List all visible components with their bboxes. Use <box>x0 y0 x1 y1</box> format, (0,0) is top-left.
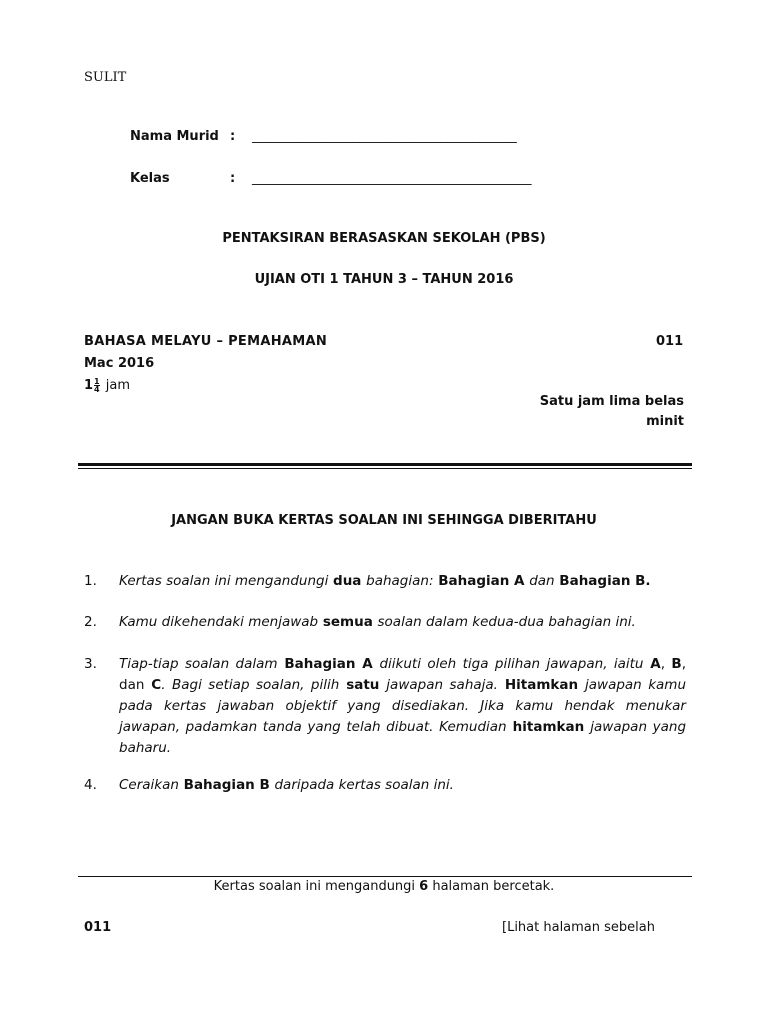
duration-in-words-line1: Satu jam lima belas <box>539 394 684 409</box>
page-count-note <box>0 879 768 894</box>
duration-fraction <box>94 378 100 393</box>
instruction-emphasis: dua <box>328 573 367 589</box>
student-name-label: Nama Murid <box>130 129 219 144</box>
exam-date: Mac 2016 <box>84 356 155 371</box>
instruction-emphasis: C <box>144 677 162 693</box>
instruction-emphasis: satu <box>339 677 387 693</box>
class-label: Kelas <box>130 171 170 186</box>
instruction-text: dan <box>529 573 555 589</box>
instruction-text: daripada kertas soalan ini. <box>274 777 454 793</box>
instruction-item-3 <box>84 654 686 759</box>
subject-title: BAHASA MELAYU – PEMAHAMAN <box>84 334 328 349</box>
instruction-text: diikuti oleh tiga pilihan jawapan, iaitu <box>379 656 644 672</box>
instruction-text: Tiap-tiap soalan dalam <box>119 656 278 672</box>
exam-duration <box>84 378 130 393</box>
page-count-number: 6 <box>419 879 429 894</box>
instruction-text: , <box>681 656 687 672</box>
student-name-colon: : <box>230 129 236 144</box>
duration-in-words-line2: minit <box>646 414 684 429</box>
instruction-emphasis: Bahagian A <box>433 573 530 589</box>
student-name-blank[interactable]: __________________________________________ <box>252 129 517 144</box>
instruction-emphasis: Bahagian B <box>178 777 275 793</box>
instruction-emphasis: hitamkan <box>506 719 591 735</box>
instruction-item-2 <box>84 612 686 633</box>
duration-whole: 1 <box>84 378 94 393</box>
instruction-text: jawapan yang baharu. <box>119 719 687 756</box>
page-count-suffix: halaman bercetak. <box>428 879 555 894</box>
paper-code: 011 <box>656 334 684 349</box>
divider-thick <box>78 463 692 466</box>
instruction-text: Ceraikan <box>119 777 179 793</box>
instruction-text: jawapan kamu pada kertas jawaban objektif yang disediakan. Jika kamu hendak menukar jawapan, padamkan tanda yang telah dibuat. Kemudian <box>119 677 687 735</box>
instruction-emphasis: Hitamkan <box>497 677 585 693</box>
class-colon: : <box>230 171 236 186</box>
instruction-text: soalan dalam kedua-dua bahagian ini. <box>377 614 636 630</box>
instruction-text: Kamu dikehendaki menjawab <box>119 614 319 630</box>
instruction-number: 1. <box>84 573 97 589</box>
instruction-text: dan <box>119 677 145 693</box>
divider-thin <box>78 468 692 469</box>
footer-paper-code: 011 <box>84 920 112 935</box>
instruction-text: bahagian: <box>366 573 434 589</box>
instruction-item-4 <box>84 775 686 796</box>
instruction-text: , <box>660 656 672 672</box>
instruction-number: 4. <box>84 777 97 793</box>
instruction-number: 2. <box>84 614 97 630</box>
see-next-page-note: [Lihat halaman sebelah <box>502 920 655 935</box>
instruction-item-1 <box>84 571 686 592</box>
do-not-open-warning: JANGAN BUKA KERTAS SOALAN INI SEHINGGA DIBERITAHU <box>171 513 597 528</box>
instruction-text: Kertas soalan ini mengandungi <box>119 573 329 589</box>
class-blank[interactable]: ___________________________________________ <box>252 171 532 186</box>
instruction-text: . Bagi setiap soalan, pilih <box>161 677 340 693</box>
footer-divider <box>78 876 692 877</box>
duration-fraction-numerator: 1 <box>94 377 100 386</box>
instruction-emphasis: A <box>643 656 661 672</box>
instruction-emphasis: Bahagian B. <box>554 573 651 589</box>
instruction-emphasis: Bahagian A <box>277 656 380 672</box>
exam-title: UJIAN OTI 1 TAHUN 3 – TAHUN 2016 <box>254 272 514 287</box>
page-count-prefix: Kertas soalan ini mengandungi <box>213 879 420 894</box>
instruction-text: jawapan sahaja. <box>386 677 498 693</box>
instruction-emphasis: semua <box>318 614 378 630</box>
instruction-emphasis: B <box>671 656 682 672</box>
duration-fraction-denominator: 4 <box>94 385 100 394</box>
duration-unit: jam <box>105 378 131 393</box>
assessment-title: PENTAKSIRAN BERASASKAN SEKOLAH (PBS) <box>222 231 546 246</box>
classification-label: SULIT <box>84 70 127 85</box>
instruction-number: 3. <box>84 656 97 672</box>
